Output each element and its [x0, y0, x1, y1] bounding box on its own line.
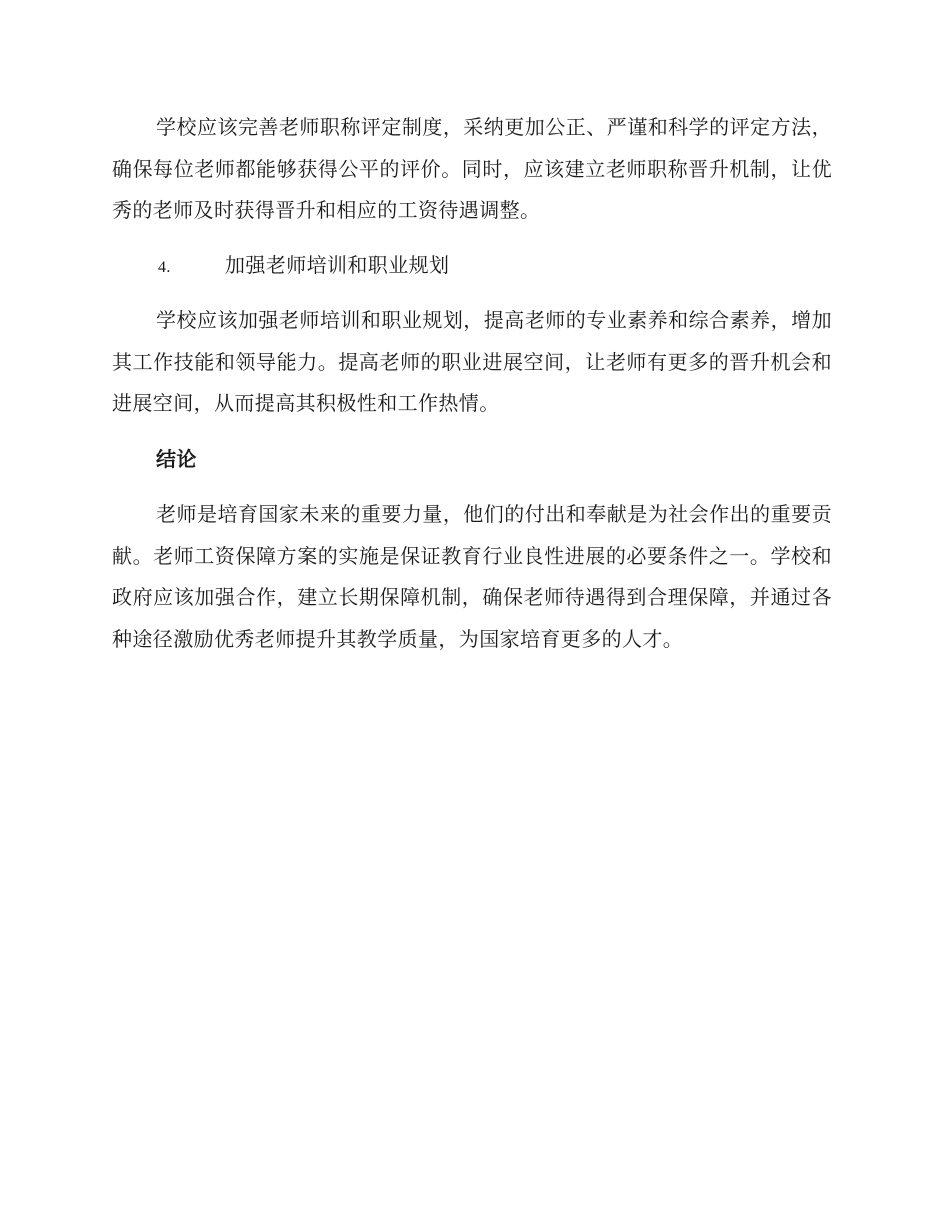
- body-paragraph: 学校应该完善老师职称评定制度，采纳更加公正、严谨和科学的评定方法，确保每位老师都能够获得公平的评价。同时，应该建立老师职称晋升机制，让优秀的老师及时获得晋升和相应的工资待遇调整。: [112, 115, 832, 222]
- list-item-title: 加强老师培训和职业规划: [225, 253, 450, 277]
- body-paragraph: 老师是培育国家未来的重要力量，他们的付出和奉献是为社会作出的重要贡献。老师工资保障方案的实施是保证教育行业良性进展的必要条件之一。学校和政府应该加强合作，建立长期保障机制，确保老师待遇得到合理保障，并通过各种途径激励优秀老师提升其教学质量，为国家培育更多的人才。: [112, 502, 832, 651]
- list-item: [158, 250, 449, 283]
- section-heading-conclusion: 结论: [156, 447, 197, 471]
- body-paragraph: 学校应该加强老师培训和职业规划，提高老师的专业素养和综合素养，增加其工作技能和领导能力。提高老师的职业进展空间，让老师有更多的晋升机会和进展空间，从而提高其积极性和工作热情。: [112, 308, 832, 415]
- list-item-number: 4.: [158, 259, 171, 276]
